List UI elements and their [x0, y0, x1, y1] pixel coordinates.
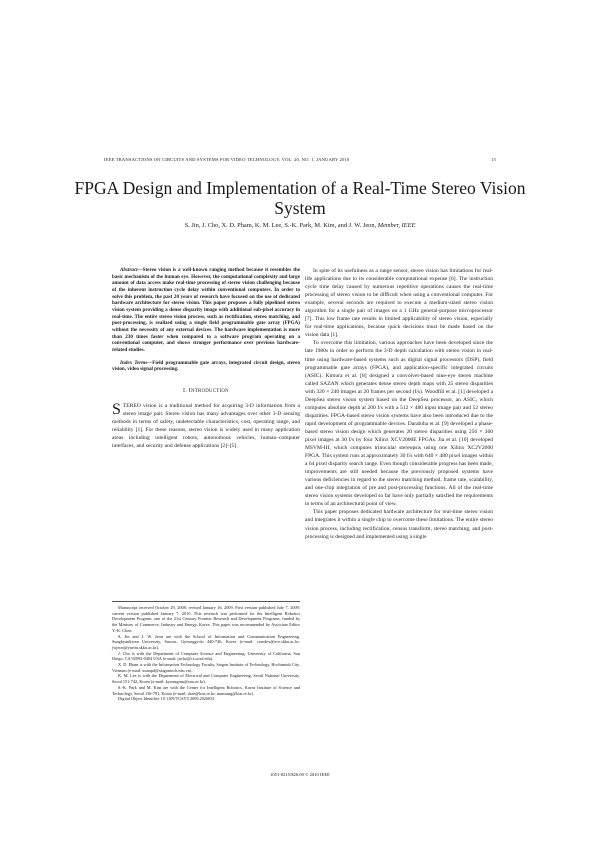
section-number: I.: [183, 387, 188, 394]
left-column: [112, 267, 300, 450]
author-membership: Member, IEEE: [377, 222, 416, 229]
index-terms-label: Index Terms—: [120, 359, 153, 366]
copyright-line: 1051-8215/$26.00 © 2010 IEEE: [270, 772, 330, 777]
abstract: [112, 267, 300, 354]
footnotes: [112, 601, 300, 702]
section-heading-introduction: [112, 387, 300, 396]
author-names: S. Jin, J. Cho, X. D. Pham, K. M. Lee, S.-K. Park, M. Kim, and J. W. Jeon,: [184, 222, 377, 229]
index-terms: [112, 360, 300, 373]
journal-name: IEEE TRANSACTIONS ON CIRCUITS AND SYSTEMS FOR VIDEO TECHNOLOGY, VOL. 20, NO. 1, JANUARY 2010: [104, 157, 350, 162]
footnote: S. Jin and J. W. Jeon are with the School of Information and Communication Engineering, Sungkyunkwan University, Suwon, Gyeonggi-do 440-746, Korea (e-mail: coredev@ece.skku.ac.kr; jwjeon@yurim.skku.ac.kr).: [112, 633, 300, 650]
footnote: K. M. Lee is with the Department of Electrical and Computer Engineering, Seoul National University, Seoul 151-742, Korea (e-mail: kyoungmu@snu.ac.kr).: [112, 673, 300, 685]
footnote: J. Cho is with the Department of Computer Science and Engineering, University of California, San Diego, CA 92093-0404 USA (e-mail: jucho@cs.ucsd.edu).: [112, 650, 300, 662]
body-paragraph: This paper proposes dedicated hardware architecture for real-time stereo vision and integrates it within a single chip to overcome these limitations. The entire stereo vision process, including rectification, census transform, stereo matching, and post-processing is designed and implemented using a single: [305, 509, 493, 540]
abstract-label: Abstract—: [120, 267, 143, 273]
body-paragraph: In spite of its usefulness as a range sensor, stereo vision has limitations for real-life applications due to its considerable computational expense [6]. The instruction cycle time delay caused by numerous repetitive operations causes the real-time processing of stereo vision to be difficult when using a conventional computer. For example, several seconds are required to execute a medium-sized stereo vision algorithm for a single pair of images on a 1 GHz general-purpose microprocessor [7]. This low frame rate results in limited applicability of stereo vision, especially for real-time applications, because quick decisions must be made based on the vision data [1].: [305, 268, 493, 339]
footnote: X. D. Pham is with the Information Technology Faculty, Saigon Institute of Technology, Hochiminh City, Vietnam (e-mail: xuanpd@saigontech.edu.vn).: [112, 662, 300, 673]
body-paragraph: To overcome this limitation, various approaches have been developed since the late 1980s in order to perform the 3-D depth calculation with stereo vision in real-time using hardware-based systems such as digital signal processors (DSP), field programmable gate arrays (FPGA), and application-specific integrated circuits (ASIC). Kimura et al. [8] designed a convolver-based nine-eye stereo machine called SAZAN which generates dense stereo depth maps with 25 stereo disparities with 320 × 240 images at 20 frames per second (f/s). Woodfill et al. [1] developed a DeepSea stereo vision system based on the DeepSea processor, an ASIC, which computes absolute depth at 200 f/s with a 512 × 480 input image pair and 52 stereo disparities. FPGA-based stereo vision systems have also been introduced due to the rapid development of programmable devices. Darabiha et al. [9] developed a phase-based stereo vision design which generates 20 stereo disparities using 256 × 360 pixel images at 30 f/s by four Xilinx XCV2000E FPGAs. Jia et al. [10] developed MSVM-III, which computes trinocular stereopsis using one Xilinx XC2V2000 FPGA. This system runs at approximately 30 f/s with 640 × 480 pixel images within a 64 pixel disparity search range. Even though considerable progress has been made, improvements are still needed because the previously proposed systems have various deficiencies in regard to the stereo matching method, frame rate, scalability, and one-chip integration of pre and post-processing functions. All of the real-time stereo vision systems developed so far have only partially satisfied the requirements in terms of an architectural point of view.: [305, 340, 493, 508]
intro-paragraph-1: [112, 402, 300, 450]
section-title-first: I: [188, 387, 191, 394]
paper-title: FPGA Design and Implementation of a Real-Time Stereo Vision System: [74, 178, 526, 218]
footnote: Manuscript received October 29, 2008; revised January 16, 2009. First version published July 7, 2009; current version published January 7, 2010. This research was performed for the Intelligent Robotics Development Program, one of the 21st Century Frontier Research and Development Programs, funded by the Ministry of Commerce, Industry and Energy, Korea. This paper was recommended by Associate Editor Y.-K. Chen.: [112, 605, 300, 633]
author-list: [70, 222, 530, 229]
page-number: 15: [491, 157, 496, 162]
section-title-rest: NTRODUCTION: [191, 388, 229, 394]
footnote: S.-K. Park and M. Kim are with the Center for Intelligent Robotics, Korea Institute of Science and Technology, Seoul 136-791, Korea (e-mail: skee@kist.re.kr; munsang@kist.re.kr).: [112, 684, 300, 696]
intro-paragraph-1-text: TEREO vision is a traditional method for acquiring 3-D information from a stereo image pair. Stereo vision has many advantages over other 3-D sensing methods in terms of safety, undetectable characteristics, cost, operating range, and reliability [1]. For these reasons, stereo vision is widely used in many application areas including intelligent robots, autonomous vehicles, human–computer interfaces, and security and defense applications [2]–[5].: [112, 402, 300, 450]
drop-cap: S: [112, 400, 121, 418]
abstract-text: Stereo vision is a well-known ranging method because it resembles the basic mechanism of the human eye. However, the computational complexity and large amount of data access make real-time processing of stereo vision challenging because of the inherent instruction cycle delay within conventional computers. In order to solve this problem, the past 20 years of research have focused on the use of dedicated hardware architecture for stereo vision. This paper proposes a fully pipelined stereo vision system providing a dense disparity image with additional sub-pixel accuracy in real-time. The entire stereo vision process, such as rectification, stereo matching, and post-processing, is realized using a single field programmable gate array (FPGA) without the necessity of any external devices. The hardware implementation is more than 230 times faster when compared to a software program operating on a conventional computer, and shows stronger performance over previous hardware-related studies.: [112, 267, 300, 353]
index-terms-text: Field programmable gate arrays, integrated circuit design, stereo vision, video signal processing.: [112, 359, 300, 373]
footnote-doi: Digital Object Identifier 10.1109/TCSVT.2009.2026831: [118, 696, 215, 702]
right-column: [305, 267, 493, 541]
